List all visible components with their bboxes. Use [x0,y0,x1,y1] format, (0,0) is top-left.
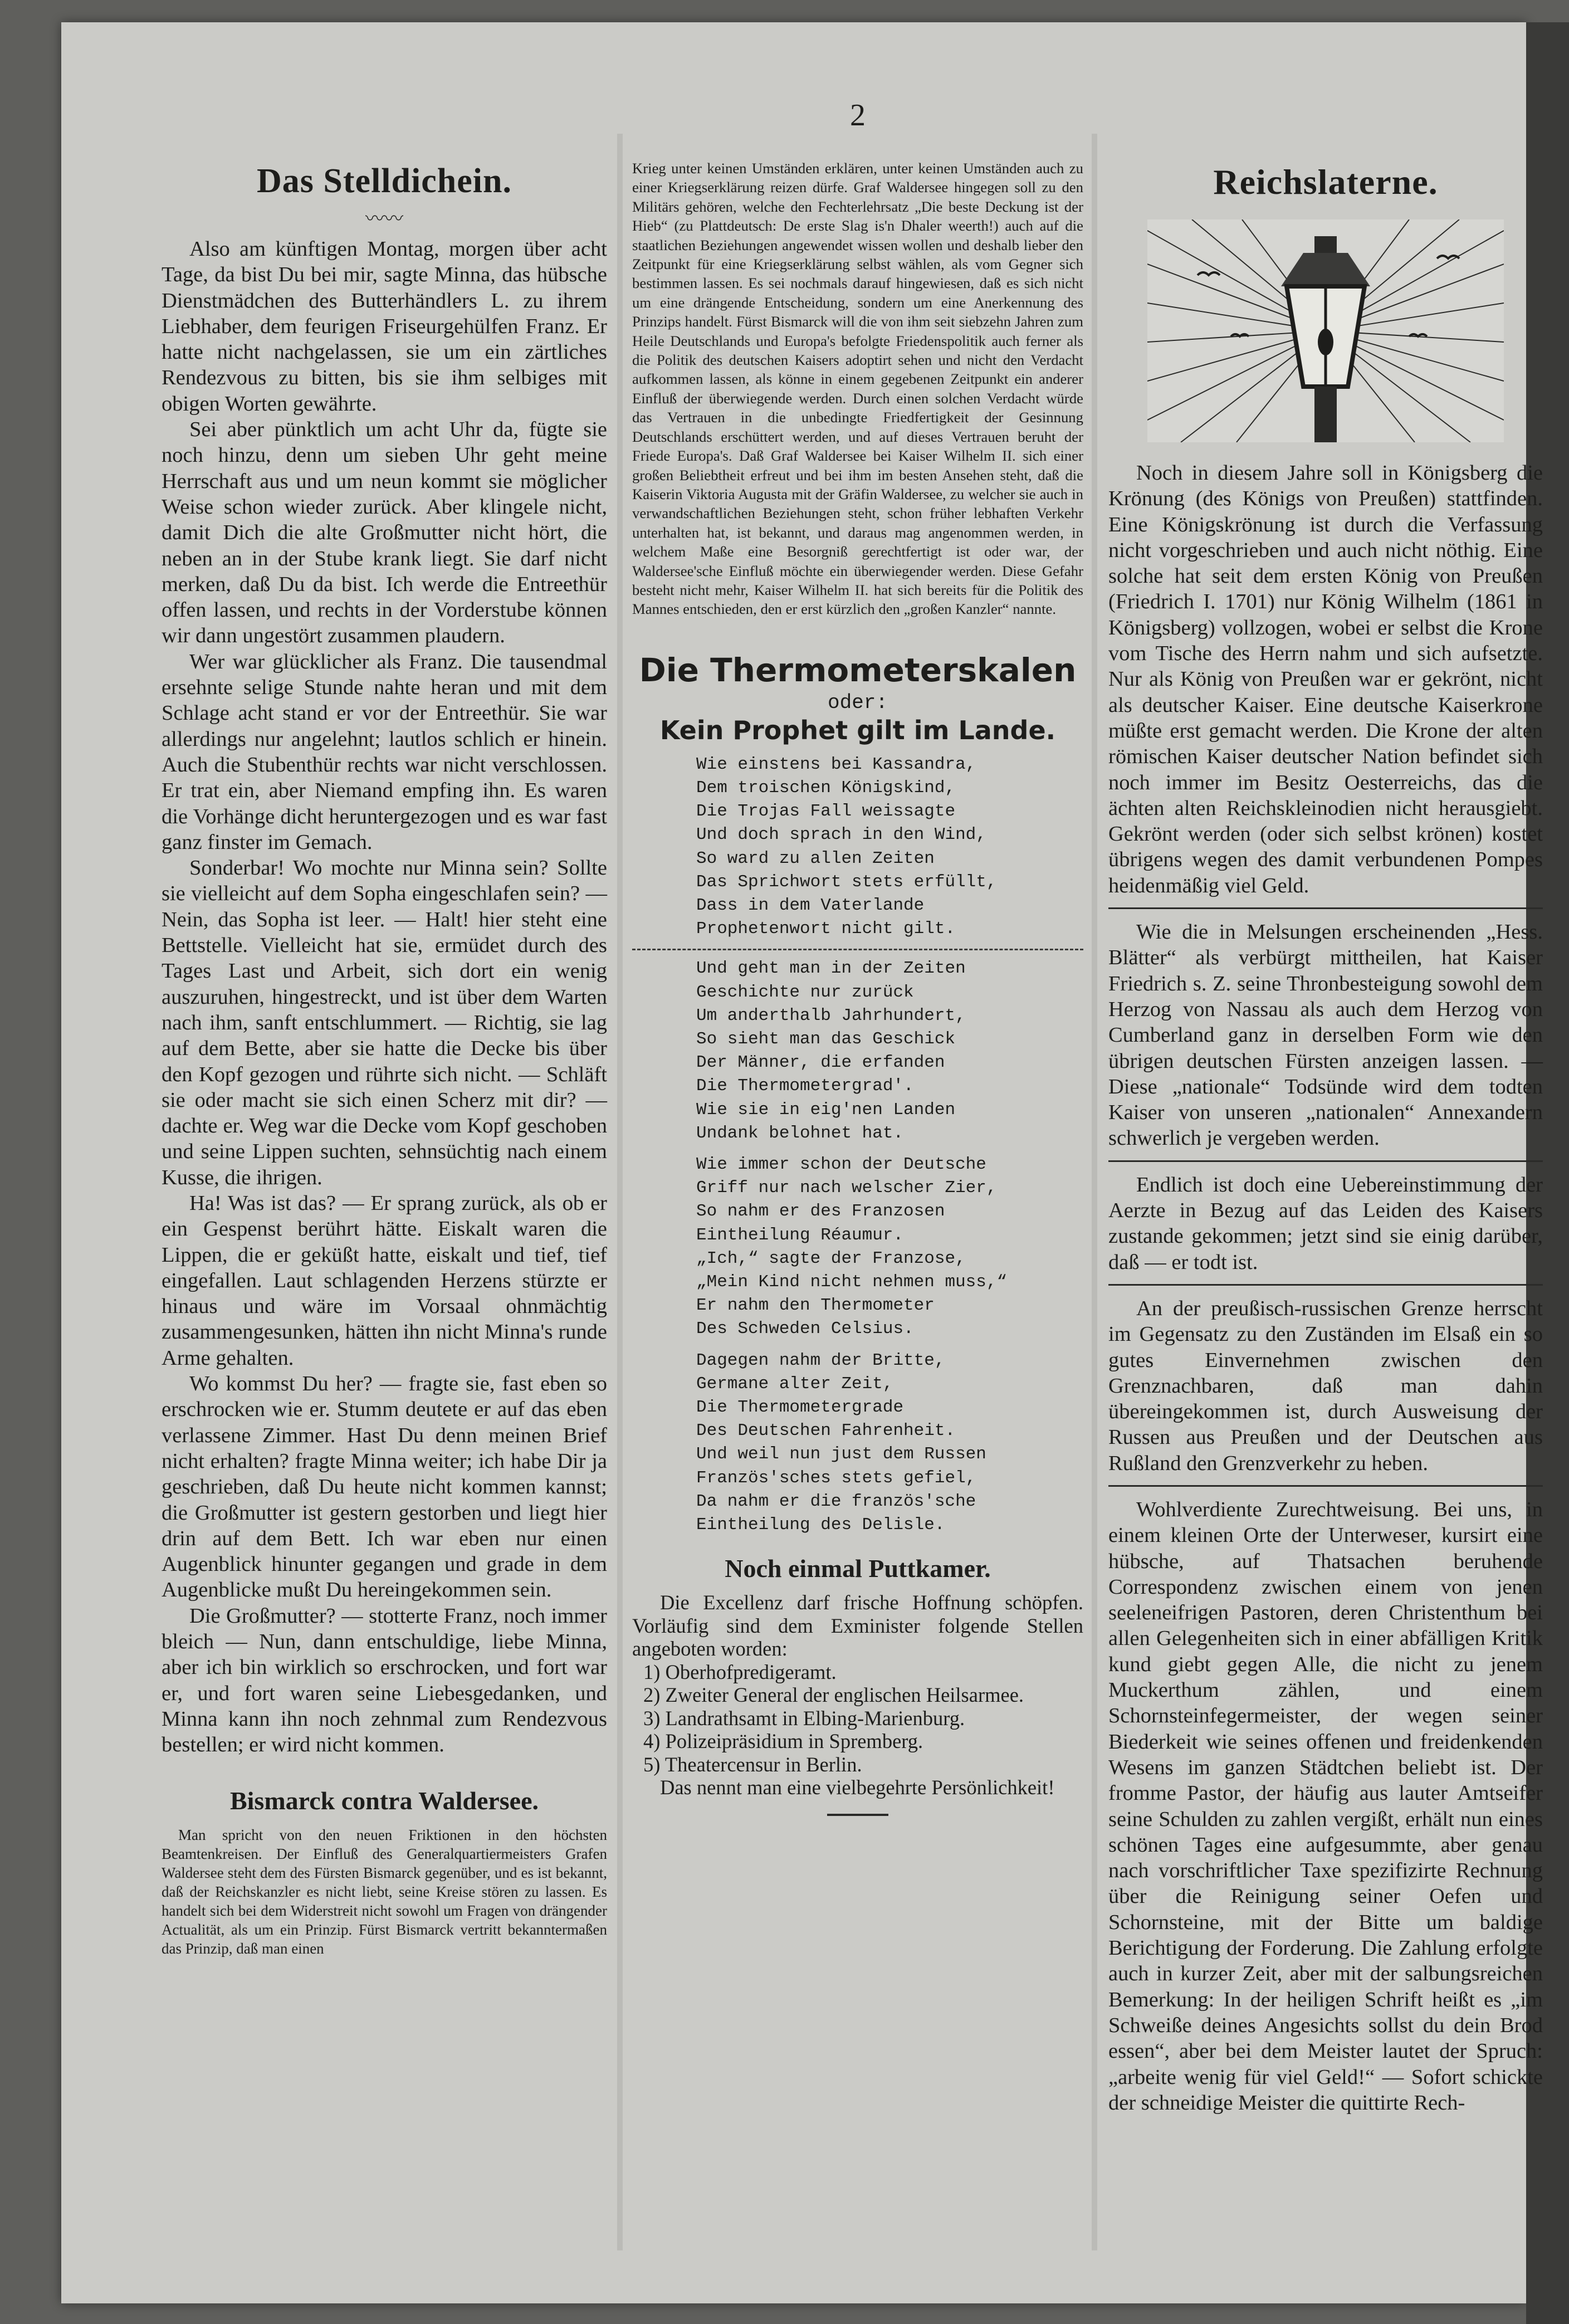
page-number: 2 [850,98,866,133]
column-gutter-right [1092,134,1097,2250]
article-headline-stelldichein: Das Stelldichein. [257,162,512,200]
paragraph: Die Großmutter? — stotterte Franz, noch immer bleich — Nun, dann entschuldige, liebe Minna, aber ich bin wirklich so erschrocken, und fort war er, und fort waren seine Liebesgedanken, und Minna kann ihn noch zehnmal zum Rendezvous bestellen; er wird nicht kommen. [162,1604,607,1757]
list-item: 4) Polizeipräsidium in Spremberg. [643,1730,923,1753]
poem-stanza-1 [696,753,1083,941]
poem-subtitle: Kein Prophet gilt im Lande. [659,715,1056,745]
poem-line: Und geht man in der Zeiten [696,959,966,979]
article-headline-puttkamer: Noch einmal Puttkamer. [725,1554,991,1583]
poem-line: Dass in dem Vaterlande [696,895,925,915]
paragraph: Ha! Was ist das? — Er sprang zurück, als ob er ein Gespenst berührt hätte. Eiskalt waren die Lippen, die er geküßt hatte, eiskalt und tief, tief eingefallen. Laut schlagenden Herzens stürzte er hinaus und wäre im Vorsaal ohnmächtig zusammengesunken, hätten ihn nicht Minna's runde Arme gehalten. [162,1191,607,1370]
poem-line: So ward zu allen Zeiten [696,848,935,868]
poem-line: Da nahm er die französ'sche [696,1491,976,1511]
poem-line: Dagegen nahm der Britte, [696,1350,945,1370]
paragraph: Wo kommst Du her? — fragte sie, fast eben so erschrocken wie er. Stumm deutete er auf das eben verlassene Zimmer. Hast Du denn meinen Brief nicht erhalten? fragte Minna weiter; ich habe Dir ja geschrieben, daß Du heute nicht kommen kannst; die Großmutter ist gestern gestorben und liegt hier drin auf dem Bett. Ich war eben nur einen Augenblick hinunter gegangen und grade in dem Augenblicke mußt Du hereingekommen sein. [162,1372,607,1602]
poem-line: Die Thermometergrade [696,1398,904,1418]
poem-line: Und weil nun just dem Russen [696,1444,986,1464]
article-body-bismarck-continued [632,159,1083,619]
poem-line: Er nahm den Thermometer [696,1296,935,1316]
article-body-puttkamer-outro [632,1776,1083,1799]
column-3 [1108,162,1543,2116]
poem-line: Griff nur nach welscher Zier, [696,1178,997,1198]
poem-line: So nahm er des Franzosen [696,1202,945,1222]
article-body-reichslaterne [1108,460,1543,2116]
ornament-swash: 〰〰 [365,209,403,230]
lantern-icon [1147,219,1504,442]
poem-line: Des Schweden Celsius. [696,1319,914,1339]
section-divider [1108,1160,1543,1162]
poem-stanza-2 [696,957,1083,1145]
list-item: 3) Landrathsamt in Elbing-Marienburg. [643,1706,965,1730]
paragraph: Sei aber pünktlich um acht Uhr da, fügte sie noch hinzu, denn um sieben Uhr geht meine Herrschaft aus und um neun kommt sie möglicher Weise schon wieder zurück. Aber klingele nicht, damit Dich die alte Großmutter nicht hört, die neben an in der Stube krank liegt. Sie darf nicht merken, daß Du da bist. Ich werde die Entreethür offen lassen, und rechts in der Vorderstube können wir dann ungestört zusammen plaudern. [162,418,607,648]
poem-line: Eintheilung des Delisle. [696,1515,945,1535]
paragraph: Sonderbar! Wo mochte nur Minna sein? Sollte sie vielleicht auf dem Sopha eingeschlafen sein? — Nein, das Sopha ist leer. — Halt! hier steht eine Bettstelle. Vielleicht hat sie, ermüdet durch des Tages Last und Arbeit, sich dort ein wenig auszuruhen, hingestreckt, und ist über dem Warten nach ihm, sanft entschlummert. — Richtig, sie lag auf dem Bette, aber sie hatte die Decke bis über den Kopf gezogen und rührte sich nicht. — Schläft sie oder macht sie sich einen Scherz mit dir? — dachte er. Weg war die Decke vom Kopf geschoben und seine Lippen suchten, sehnsüchtig nach einem Kusse, die ihrigen. [162,856,607,1189]
list-item: 1) Oberhofpredigeramt. [643,1660,837,1683]
poem-stanza-4 [696,1349,1083,1537]
paragraph: An der preußisch-russischen Grenze herrscht im Gegensatz zu den Zuständen im Elsaß ein so gutes Einvernehmen zwischen den Grenznachbaren, daß man dahin übereingekommen ist, durch Ausweisung der Russen aus Preußen und der Deutschen aus Rußland den Grenzverkehr zu heben. [1108,1296,1543,1475]
poem-line: Französ'sches stets gefiel, [696,1468,976,1488]
poem-line: Um anderthalb Jahrhundert, [696,1005,966,1026]
poem-line: Des Deutschen Fahrenheit. [696,1421,956,1441]
paragraph: Die Excellenz darf frische Hoffnung schöpfen. Vorläufig sind dem Exminister folgende Stellen angeboten worden: [632,1591,1083,1661]
article-body-bismarck [162,1825,607,1958]
poem-title: Die Thermometerskalen [639,651,1077,689]
poem-line: „Ich,“ sagte der Franzose, [696,1248,966,1268]
section-divider [1108,1485,1543,1487]
list-item: 2) Zweiter General der englischen Heilsarmee. [643,1683,1024,1707]
section-divider [1108,907,1543,909]
puttkamer-list [632,1661,1083,1776]
article-body-stelldichein [162,236,607,1758]
paragraph: Endlich ist doch eine Uebereinstimmung der Aerzte in Bezug auf das Leiden des Kaisers zustande gekommen; jetzt sind sie einig darüber, daß — er todt ist. [1108,1173,1543,1274]
lantern-illustration [1147,219,1504,442]
poem-line: Wie einstens bei Kassandra, [696,754,976,774]
article-body-puttkamer [632,1591,1083,1661]
poem-line: Wie sie in eig'nen Landen [696,1100,956,1120]
poem-line: Das Sprichwort stets erfüllt, [696,872,997,892]
list-item: 5) Theatercensur in Berlin. [643,1752,862,1776]
poem-thermometerskalen [632,753,1083,1537]
paragraph: Krieg unter keinen Umständen erklären, unter keinen Umständen auch zu einer Kriegserklärung reizen dürfe. Graf Waldersee hingegen soll zu den Militärs gehören, welche den Fechterlehrsatz „Die beste Deckung ist der Hieb“ (zu Plattdeutsch: De erste Slag is'n Dhaler weerth!) auch auf die staatlichen Beziehungen angewendet wissen wollen und deshalb lieber den Zeitpunkt für eine Kriegserklärung selbst wählen, als vom Gegner sich bestimmen lassen. Es sei nochmals darauf hingewiesen, daß es sich nicht um eine drängende Entscheidung, sondern um eine Anerkennung des Prinzips handelt. Fürst Bismarck will die von ihm seit siebzehn Jahren zum Heile Deutschlands und Europa's befolgte Friedenspolitik auch ferner als die Politik des deutschen Kaisers adoptirt sehen und nicht den Verdacht aufkommen lassen, als könne in einem gegebenen Zeitpunkt ein anderer Einfluß der überwiegende werden. Durch einen solchen Verdacht würde das Vertrauen in die unbedingte Friedfertigkeit der Gesinnung Deutschlands erschüttert werden, und auf dieses Vertrauen beruht der Friede Europa's. Daß Graf Waldersee bei Kaiser Wilhelm II. sich einer großen Beliebtheit erfreut und bei ihm im besten Ansehen steht, daß die Kaiserin Viktoria Augusta mit der Gräfin Waldersee, zu welcher sie auch in verwandschaftlichen Beziehungen steht, schon früher lebhaften Verkehr unterhalten hat, ist bekannt, und daraus mag angenommen werden, in welchem Maße eine Besorgniß gerechtfertigt ist oder war, der Waldersee'sche Einfluß möchte ein überwiegender werden. Diese Gefahr besteht nicht mehr, Kaiser Wilhelm II. hat sich bereits für die Politik des Mannes entschieden, den er erst kürzlich den „großen Kanzler“ nannte. [632,160,1083,618]
poem-line: So sieht man das Geschick [696,1029,956,1049]
paragraph: Man spricht von den neuen Friktionen in den höchsten Beamtenkreisen. Der Einfluß des Generalquartiermeisters Grafen Waldersee steht dem des Fürsten Bismarck gegenüber, und es ist bekannt, daß der Reichskanzler es nicht liebt, seine Kreise stören zu lassen. Es handelt sich bei dem Widerstreit nicht sowohl um Fragen von drängender Actualität, als um ein Prinzip. Fürst Bismarck vertritt bekanntermaßen das Prinzip, daß man einen [162,1826,607,1957]
article-headline-bismarck: Bismarck contra Waldersee. [229,1786,539,1815]
poem-line: Und doch sprach in den Wind, [696,825,986,845]
column-2 [632,159,1083,1816]
poem-line: Wie immer schon der Deutsche [696,1155,986,1174]
paragraph: Noch in diesem Jahre soll in Königsberg die Krönung (des Königs von Preußen) stattfinden. Eine Königskrönung ist durch die Verfassung nicht vorgeschrieben und auch nicht nöthig. Eine solche hat seit dem ersten König von Preußen (Friedrich I. 1701) nur König Wilhelm (1861 in Königsberg) vollzogen, wobei er selbst die Krone vom Tische des Herrn nahm und sich aufsetzte. Nur als König von Preußen war er gekrönt, nicht als deutscher Kaiser. Eine deutsche Kaiserkrone müßte erst gemacht werden. Die Krone der alten römischen Kaiser deutscher Nation befindet sich noch immer im Besitz Oesterreichs, das die ächten alten Reichskleinodien nicht herausgiebt. Gekrönt werden (oder sich selbst krönen) kostet übrigens wegen des damit verbundenen Pompes heidenmäßig viel Geld. [1108,461,1543,897]
paragraph: Wie die in Melsungen erscheinenden „Hess. Blätter“ als verbürgt mittheilen, hat Kaiser Friedrich s. Z. seine Thronbesteigung sowohl dem Herzog von Nassau als auch dem Herzog von Cumberland ganz in derselben Form wie den übrigen deutschen Fürsten anzeigen lassen. — Diese „nationale“ Todsünde wird dem todten Kaiser von unseren „nationalen“ Annexandern schwerlich je vergeben werden. [1108,920,1543,1150]
section-headline-reichslaterne: Reichslaterne. [1213,162,1438,202]
poem-line: „Mein Kind nicht nehmen muss,“ [696,1272,1008,1292]
paragraph: Wohlverdiente Zurechtweisung. Bei uns, in einem kleinen Orte der Unterweser, kursirt eine hübsche, auf Thatsachen beruhende Correspondenz zwischen einem von jenen seeleneifrigen Pastoren, deren Christenthum bei allen Gelegenheiten sich in einer abfälligen Kritik kund giebt gegen Alle, die nicht zu jenem Muckerthum zählen, und einem Schornsteinfegermeister, der wegen seiner Biederkeit wie seines offenen und freidenkenden Wesens im ganzen Städtchen beliebt ist. Der fromme Pastor, der häufig aus lauter Amtseifer seine Schulden zu zahlen vergißt, erhält nun eines schönen Tages eine aufgesummte, aber genau nach vorschriftlicher Taxe spezifizirte Rechnung über die Reinigung seiner Oefen und Schornsteine, mit der Bitte um baldige Berichtigung der Forderung. Die Zahlung erfolgte auch in kurzer Zeit, aber mit der salbungsreichen Bemerkung: In der heiligen Schrift heißt es „im Schweiße deines Angesichts sollst du dein Brod essen“, aber bei dem Meister lautet der Spruch: „arbeite wenig für viel Geld!“ — Sofort schickte der schneidige Meister die quittirte Rech- [1108,1497,1543,2115]
poem-line: Eintheilung Réaumur. [696,1225,904,1245]
poem-stanza-3 [696,1153,1083,1341]
poem-line: Prophetenwort nicht gilt. [696,919,956,939]
paragraph: Das nennt man eine vielbegehrte Persönlichkeit! [660,1776,1055,1799]
poem-line: Dem troischen Königskind, [696,778,956,798]
end-rule [827,1814,888,1816]
poem-line: Die Thermometergrad'. [696,1076,914,1096]
poem-line: Die Trojas Fall weissagte [696,802,956,822]
column-1 [162,162,607,1958]
page-fold-line [632,949,1083,950]
poem-line: Geschichte nur zurück [696,982,914,1002]
poem-line: Der Männer, die erfanden [696,1053,945,1073]
poem-line: Germane alter Zeit, [696,1374,893,1394]
paragraph: Wer war glücklicher als Franz. Die tausendmal ersehnte selige Stunde nahte heran und mit dem Schlage acht stand er vor der Entreethür. Sie war allerdings nur angelehnt; lautlos schlich er hinein. Auch die Stubenthür rechts war nicht verschlossen. Er trat ein, aber Niemand empfing ihn. Es waren die Vorhänge dicht heruntergezogen und es war fast ganz finster im Gemach. [162,650,607,854]
poem-oder: oder: [827,691,888,714]
section-divider [1108,1284,1543,1286]
paragraph: Also am künftigen Montag, morgen über acht Tage, da bist Du bei mir, sagte Minna, das hübsche Dienstmädchen des Butterhändlers L. zu ihrem Liebhaber, dem feurigen Friseurgehülfen Franz. Er hatte nicht nachgelassen, sie um ein zärtliches Rendezvous zu bitten, bis sie ihm selbiges mit obigen Worten gewährte. [162,237,607,416]
poem-line: Undank belohnet hat. [696,1123,904,1143]
column-gutter-left [617,134,623,2250]
